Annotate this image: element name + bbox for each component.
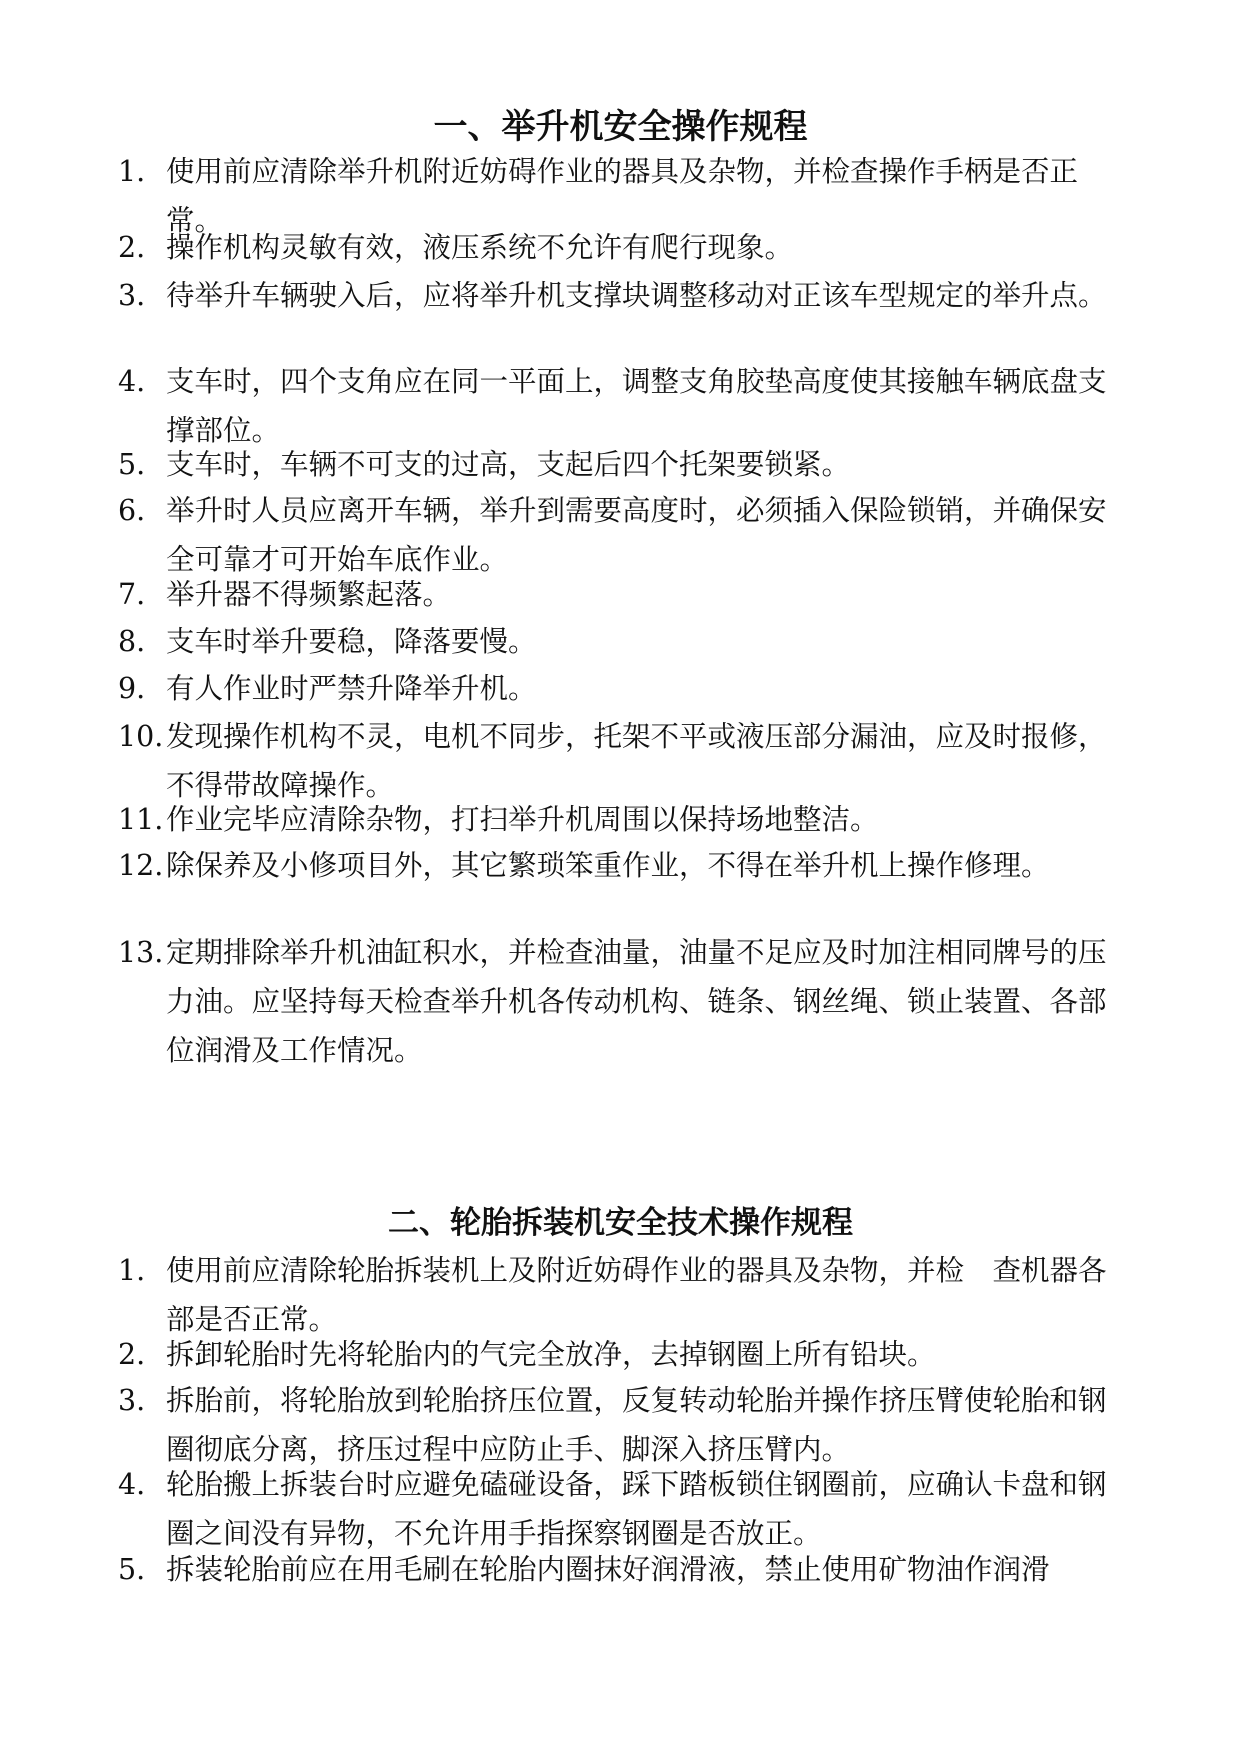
list-item [118,271,1128,320]
item-number: 9. [118,672,146,705]
list-item [118,617,1128,666]
list-item [118,795,1128,844]
item-number: 3. [118,279,146,312]
item-number: 1. [118,1254,146,1287]
item-text: 作业完毕应清除杂物，打扫举升机周围以保持场地整洁。 [166,803,879,836]
item-text: 拆装轮胎前应在用毛刷在轮胎内圈抹好润滑液，禁止使用矿物油作润滑 [166,1553,1050,1586]
item-text: 待举升车辆驶入后，应将举升机支撑块调整移动对正该车型规定的举升点。 [166,279,1107,312]
item-number: 1. [118,155,146,188]
list-item [118,841,1128,890]
item-text: 发现操作机构不灵，电机不同步，托架不平或液压部分漏油，应及时报修，不得带故障操作。 [166,720,1107,802]
section-2-title: 二、轮胎拆装机安全技术操作规程 [388,1205,853,1241]
item-number: 10. [118,720,164,753]
item-number: 5. [118,448,146,481]
item-text: 操作机构灵敏有效，液压系统不允许有爬行现象。 [166,231,794,264]
item-text: 支车时，四个支角应在同一平面上，调整支角胶垫高度使其接触车辆底盘支撑部位。 [166,365,1107,447]
item-number: 5. [118,1553,146,1586]
item-number: 7. [118,578,146,611]
item-number: 2. [118,231,146,264]
item-text: 拆胎前，将轮胎放到轮胎挤压位置，反复转动轮胎并操作挤压臂使轮胎和钢圈彻底分离，挤压过程中应防止手、脚深入挤压臂内。 [166,1384,1107,1466]
item-text: 轮胎搬上拆装台时应避免磕碰设备，踩下踏板锁住钢圈前，应确认卡盘和钢圈之间没有异物，不允许用手指探察钢圈是否放正。 [166,1468,1107,1550]
item-text: 使用前应清除举升机附近妨碍作业的器具及杂物，并检查操作手柄是否正常。 [166,155,1079,237]
item-number: 2. [118,1338,146,1371]
item-number: 4. [118,1468,146,1501]
item-text: 举升器不得频繁起落。 [166,578,452,611]
item-number: 6. [118,494,146,527]
item-text: 有人作业时严禁升降举升机。 [166,672,537,705]
list-item [118,1460,1128,1558]
item-text: 支车时举升要稳，降落要慢。 [166,625,537,658]
item-number: 3. [118,1384,146,1417]
item-number: 12. [118,849,164,882]
item-number: 11. [118,803,164,836]
item-number: 4. [118,365,146,398]
list-item [118,440,1128,489]
list-item [118,1545,1128,1594]
list-item [118,1330,1128,1379]
list-item [118,664,1128,713]
item-text: 除保养及小修项目外，其它繁琐笨重作业，不得在举升机上操作修理。 [166,849,1050,882]
list-item [118,570,1128,619]
list-item [118,223,1128,272]
item-number: 13. [118,936,164,969]
item-number: 8. [118,625,146,658]
section-1-title: 一、举升机安全操作规程 [433,107,808,147]
item-text: 举升时人员应离开车辆，举升到需要高度时，必须插入保险锁销，并确保安全可靠才可开始车底作业。 [166,494,1107,576]
item-text: 使用前应清除轮胎拆装机上及附近妨碍作业的器具及杂物，并检 查机器各部是否正常。 [166,1254,1107,1336]
item-text: 支车时，车辆不可支的过高，支起后四个托架要锁紧。 [166,448,851,481]
item-text: 拆卸轮胎时先将轮胎内的气完全放净，去掉钢圈上所有铅块。 [166,1338,936,1371]
item-text: 定期排除举升机油缸积水，并检查油量，油量不足应及时加注相同牌号的压力油。应坚持每天检查举升机各传动机构、链条、钢丝绳、锁止装置、各部位润滑及工作情况。 [166,936,1107,1067]
list-item [118,928,1128,1075]
